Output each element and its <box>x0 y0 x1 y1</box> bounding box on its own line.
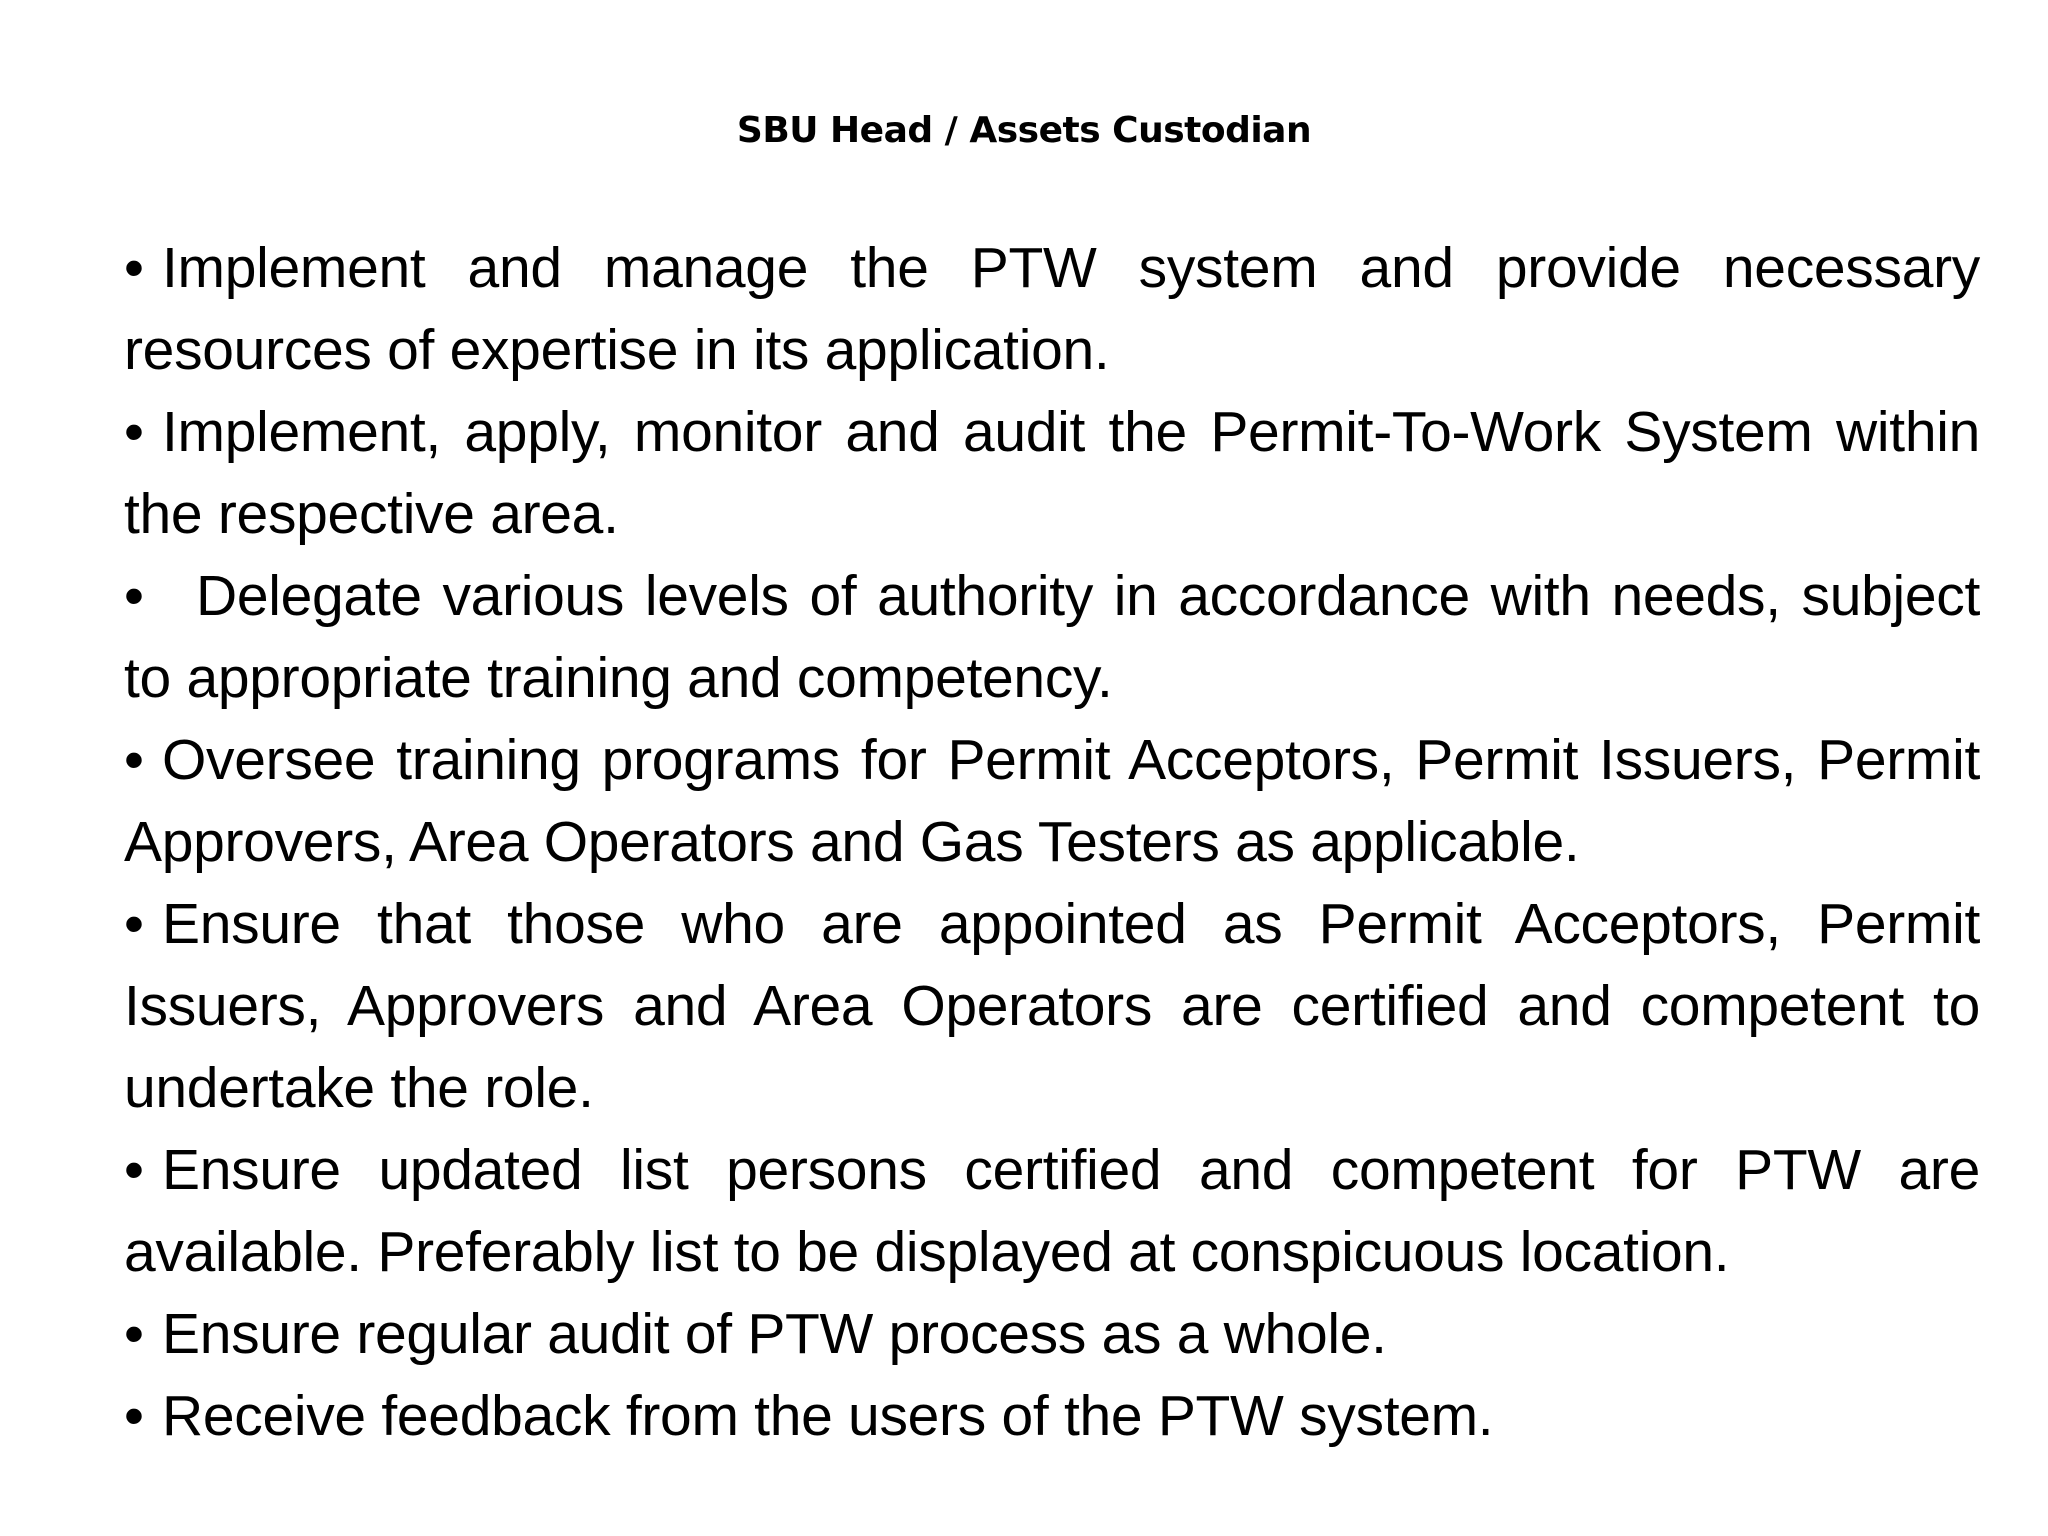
list-item <box>124 227 1980 391</box>
bullet-text: Receive feedback from the users of the PTW system. <box>162 1384 1494 1448</box>
bullet-text: Delegate various levels of authority in accordance with needs, subject to appropriate training and competency. <box>124 564 1980 710</box>
bullet-list <box>124 227 1980 1457</box>
bullet-text: Ensure updated list persons certified and competent for PTW are available. Preferably list to be displayed at conspicuous location. <box>124 1138 1980 1284</box>
bullet-icon: • <box>124 1302 144 1366</box>
bullet-icon: • <box>124 564 144 628</box>
list-item <box>124 883 1980 1129</box>
bullet-icon: • <box>124 1384 144 1448</box>
bullet-text: Implement, apply, monitor and audit the Permit-To-Work System within the respective area. <box>124 400 1980 546</box>
slide-title: SBU Head / Assets Custodian <box>736 110 1312 151</box>
bullet-text: Ensure regular audit of PTW process as a whole. <box>162 1302 1387 1366</box>
bullet-icon: • <box>124 400 144 464</box>
list-item <box>124 555 1980 719</box>
list-item <box>124 391 1980 555</box>
bullet-text: Implement and manage the PTW system and provide necessary resources of expertise in its application. <box>124 236 1980 382</box>
list-item <box>124 1293 1980 1375</box>
list-item <box>124 1375 1980 1457</box>
bullet-icon: • <box>124 1138 144 1202</box>
list-item <box>124 719 1980 883</box>
bullet-text: Oversee training programs for Permit Acceptors, Permit Issuers, Permit Approvers, Area Operators and Gas Testers as applicable. <box>124 728 1980 874</box>
bullet-icon: • <box>124 236 144 300</box>
bullet-icon: • <box>124 728 144 792</box>
list-item <box>124 1129 1980 1293</box>
bullet-text: Ensure that those who are appointed as Permit Acceptors, Permit Issuers, Approvers and Area Operators are certified and competent to undertake the role. <box>124 892 1980 1120</box>
bullet-icon: • <box>124 892 144 956</box>
